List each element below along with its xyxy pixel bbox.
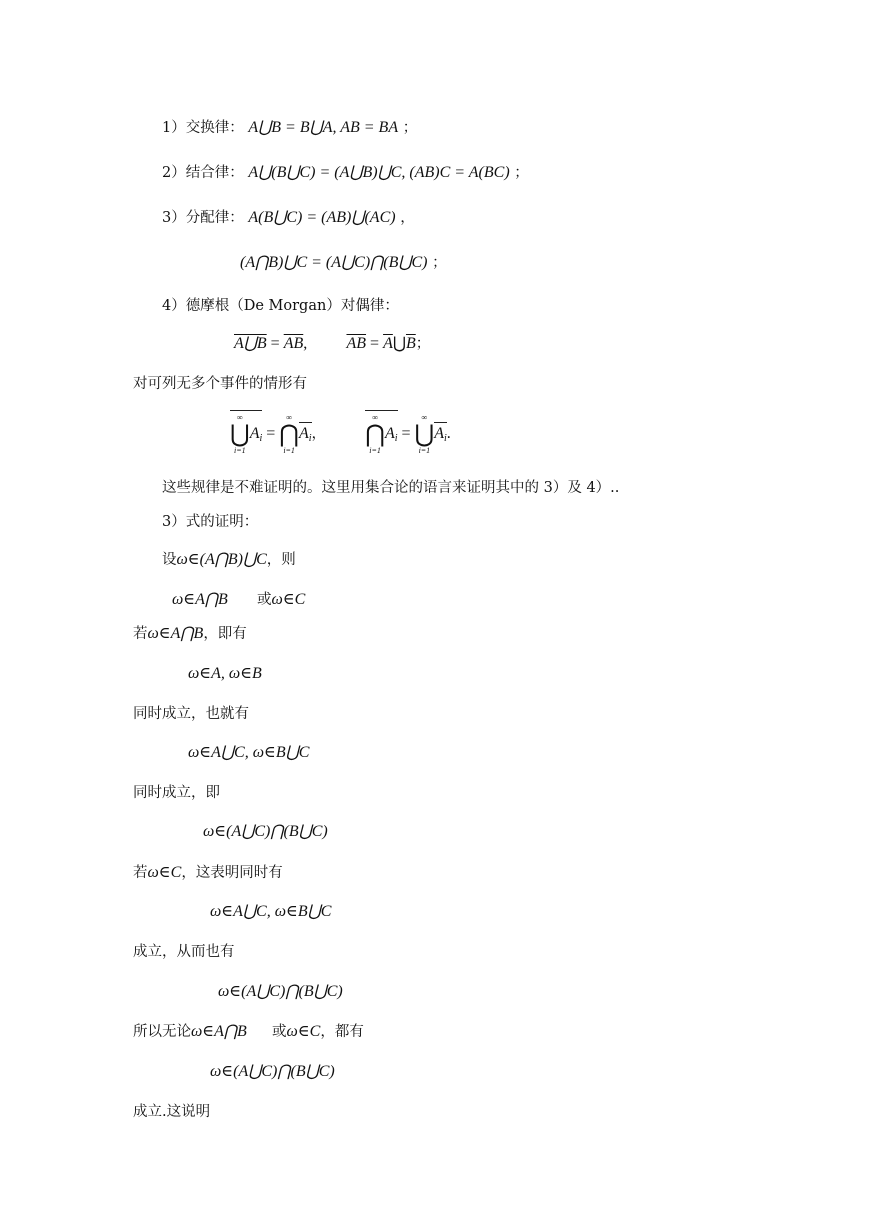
- subscript-i: i: [394, 433, 398, 444]
- index-label: i=1: [369, 446, 381, 455]
- if1-suffix: ，即有: [203, 626, 247, 642]
- proof-intro: 这些规律是不难证明的。这里用集合论的语言来证明其中的 3）及 4）..: [162, 480, 620, 496]
- big-cup-symbol: ⋃: [230, 420, 250, 448]
- dm1-lhs: A⋃B: [234, 335, 267, 352]
- dm1-comma: ,: [303, 335, 308, 352]
- concl-prefix: 所以无论: [133, 1024, 191, 1040]
- formula-3: [203, 822, 328, 842]
- f1: ω∈A, ω∈B: [188, 665, 262, 682]
- dm2-end: ；: [415, 336, 431, 352]
- set-a: A: [434, 425, 444, 442]
- dm2-lhs: $\overline{AB}$: [346, 335, 367, 352]
- index-label: i=1: [418, 446, 431, 455]
- text-2: 同时成立，即: [133, 785, 220, 801]
- big-union-1: [230, 413, 250, 455]
- if1-formula: ω∈A⋂B: [147, 625, 204, 642]
- set-a: A: [298, 425, 309, 442]
- separator-comma: ，: [311, 426, 327, 442]
- proof3-title: 3）式的证明：: [162, 514, 259, 530]
- conclusion-line: [133, 1022, 364, 1042]
- associative-end: ；: [514, 165, 529, 181]
- formula-2: [188, 743, 309, 763]
- distributive-law-second: [240, 253, 447, 273]
- big-cup-symbol: ⋃: [414, 420, 435, 448]
- let-formula: ω∈(A⋂B)⋃C: [176, 551, 267, 568]
- concl-a: ω∈A⋂B: [191, 1023, 247, 1040]
- or-word: 或: [257, 592, 272, 608]
- if2-suffix: ，这表明同时有: [181, 865, 283, 881]
- dm2-cup: ⋃: [392, 335, 406, 352]
- complement-a-2: [434, 422, 447, 444]
- case-a: ω∈A⋂B: [172, 591, 228, 608]
- dm2-a: $\overline{A}$: [383, 335, 393, 352]
- f2: ω∈A⋃C, ω∈B⋃C: [188, 744, 310, 761]
- distributive-law: [162, 208, 415, 228]
- de-morgan-formulas: [234, 334, 430, 354]
- distributive-end: ，: [400, 210, 415, 226]
- commutative-law: [162, 118, 417, 138]
- associative-law: [162, 163, 529, 183]
- countable-lhs-2: [365, 410, 397, 455]
- set-a: A: [249, 425, 260, 442]
- dm2-eq: =: [366, 335, 384, 352]
- commutative-label: 1）交换律：: [162, 120, 244, 136]
- big-cap-symbol: ⋂: [279, 420, 299, 448]
- if2-formula: ω∈C: [147, 864, 182, 881]
- distributive-end-2: ；: [432, 255, 447, 271]
- formula-1: [188, 664, 262, 684]
- dm1-rhs-b: $\overline{B}$: [293, 335, 304, 352]
- big-intersection-2: [365, 413, 385, 455]
- equals: =: [262, 425, 280, 442]
- subscript-i: i: [259, 433, 263, 444]
- dm1-rhs-a: $\overline{A}$: [283, 335, 294, 352]
- subscript-i: i: [444, 433, 447, 444]
- if2-prefix: 若: [133, 865, 148, 881]
- let-prefix: 设: [162, 552, 177, 568]
- index-label: i=1: [234, 446, 246, 455]
- if-case-1: [133, 624, 247, 644]
- text-1: 同时成立，也就有: [133, 706, 249, 722]
- infinity-label: ∞: [421, 413, 428, 422]
- de-morgan-title: 4）德摩根（De Morgan）对偶律：: [162, 298, 399, 314]
- f3: ω∈(A⋃C)⋂(B⋃C): [203, 823, 328, 840]
- big-intersection-1: [279, 413, 299, 455]
- commutative-formula: A⋃B = B⋃A, AB = BA: [248, 119, 399, 136]
- formula-6: [210, 1062, 335, 1082]
- countable-intro: 对可列无多个事件的情形有: [133, 376, 307, 392]
- countable-lhs-1: [230, 410, 262, 455]
- if-case-2: [133, 863, 283, 883]
- f5: ω∈(A⋃C)⋂(B⋃C): [218, 983, 343, 1000]
- infinity-label: ∞: [236, 413, 243, 422]
- distributive-label: 3）分配律：: [162, 210, 244, 226]
- concl-suffix: ，都有: [320, 1024, 364, 1040]
- infinity-label: ∞: [372, 413, 378, 422]
- infinity-label: ∞: [286, 413, 292, 422]
- complement-a: [299, 422, 312, 444]
- period: .: [446, 425, 451, 442]
- f6: ω∈(A⋃C)⋂(B⋃C): [210, 1063, 335, 1080]
- distributive-formula-2: (A⋂B)⋃C = (A⋃C)⋂(B⋃C): [240, 254, 428, 271]
- formula-5: [218, 982, 343, 1002]
- f4: ω∈A⋃C, ω∈B⋃C: [210, 903, 332, 920]
- associative-formula: A⋃(B⋃C) = (A⋃B)⋃C, (AB)C = A(BC): [248, 164, 510, 181]
- big-union-2: [415, 413, 435, 455]
- formula-4: [210, 902, 331, 922]
- countable-formulas: [230, 410, 451, 455]
- associative-label: 2）结合律：: [162, 165, 244, 181]
- index-label: i=1: [283, 446, 295, 455]
- dm1-eq: =: [266, 335, 284, 352]
- if1-prefix: 若: [133, 626, 148, 642]
- text-3: 成立，从而也有: [133, 944, 235, 960]
- dm2-b: $\overline{B}$: [405, 335, 416, 352]
- concl-or: 或: [272, 1024, 287, 1040]
- let-suffix: ，则: [266, 552, 296, 568]
- proof-cases: [172, 590, 305, 610]
- final-text: 成立.这说明: [133, 1104, 211, 1120]
- equals: =: [397, 425, 415, 442]
- distributive-formula: A(B⋃C) = (AB)⋃(AC): [248, 209, 396, 226]
- big-cap-symbol: ⋂: [365, 420, 385, 448]
- case-b: ω∈C: [271, 591, 306, 608]
- subscript-i: i: [308, 433, 312, 444]
- set-a: A: [384, 425, 395, 442]
- commutative-end: ；: [402, 120, 418, 136]
- concl-b: ω∈C: [286, 1023, 321, 1040]
- proof-let: [162, 550, 296, 570]
